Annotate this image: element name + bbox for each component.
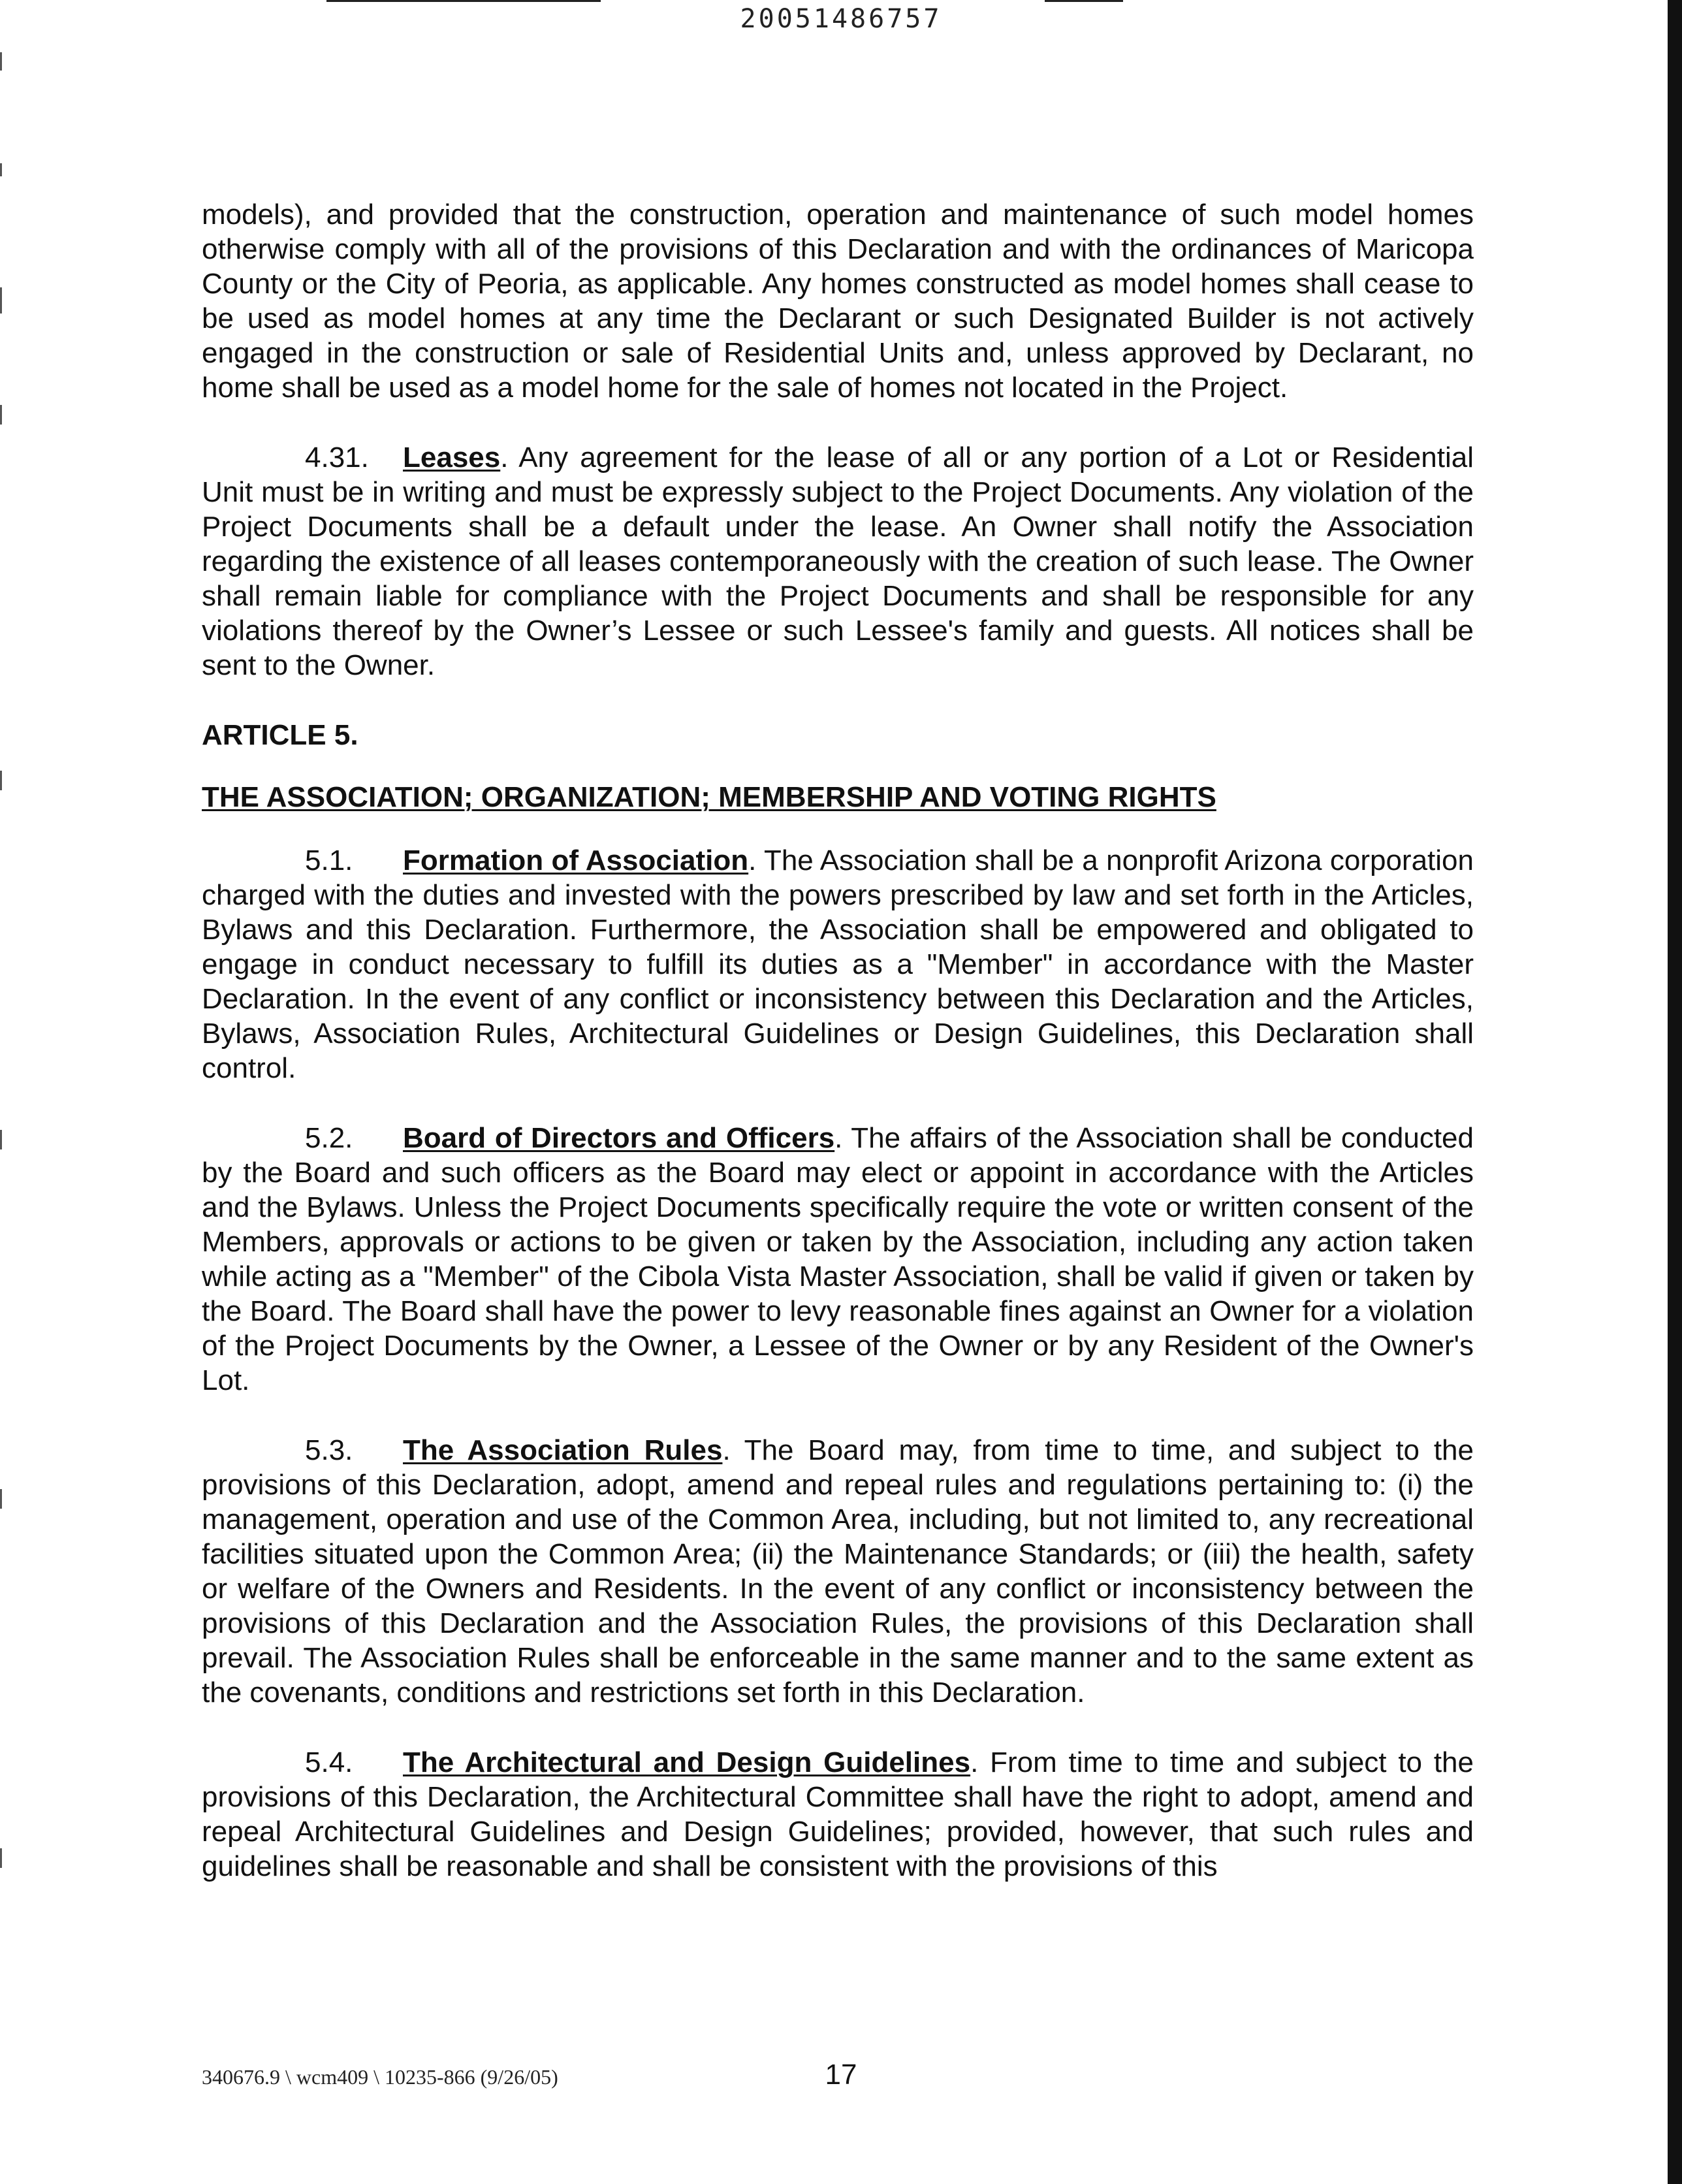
- continued-paragraph: models), and provided that the construction, operation and maintenance of such model homes otherwise comply with all of the provisions of this Declaration and with the ordinances of Maricopa County or the City of Peoria, as applicable. Any homes constructed as model homes shall cease to be used as model homes at any time the Declarant or such Designated Builder is not actively engaged in the construction or sale of Residential Units and, unless approved by Declarant, no home shall be used as a model home for the sale of homes not located in the Project.: [202, 199, 1474, 404]
- section-number: 4.31.: [305, 442, 369, 474]
- section-body: . From time to time and subject to the provisions of this Declaration, the Architectural Committee shall have the right to adopt, amend and repeal Architectural Guidelines and Design Guidelines; provided, however, that such rules and guidelines shall be reasonable and shall be consistent with the provisions of this: [202, 1746, 1474, 1882]
- section-heading: Board of Directors and Officers: [403, 1122, 835, 1154]
- margin-scan-mark: [0, 1848, 2, 1868]
- page-number: 17: [825, 2059, 857, 2091]
- document-body: [202, 197, 1474, 1884]
- margin-scan-mark: [0, 405, 2, 425]
- margin-scan-mark: [0, 287, 2, 313]
- footer-reference: 340676.9 \ wcm409 \ 10235-866 (9/26/05): [202, 2065, 558, 2089]
- scan-edge-bar: [1668, 0, 1682, 2184]
- top-scan-rule-right: [1045, 0, 1123, 2]
- margin-scan-mark: [0, 1489, 2, 1509]
- margin-scan-mark: [0, 52, 2, 71]
- section-5-2: [202, 1121, 1474, 1398]
- section-number: 5.1.: [305, 844, 353, 876]
- section-5-1: [202, 843, 1474, 1085]
- section-heading: Formation of Association: [403, 844, 749, 876]
- article-subtitle: THE ASSOCIATION; ORGANIZATION; MEMBERSHIP AND VOTING RIGHTS: [202, 781, 1216, 813]
- section-5-3: [202, 1433, 1474, 1710]
- section-4-31: [202, 440, 1474, 682]
- article-title: ARTICLE 5.: [202, 719, 358, 751]
- section-number: 5.2.: [305, 1122, 353, 1154]
- top-scan-rule-left: [326, 0, 601, 2]
- section-5-4: [202, 1745, 1474, 1884]
- section-body: . Any agreement for the lease of all or any portion of a Lot or Residential Unit must be in writing and must be expressly subject to the Project Documents. Any violation of the Project Documents shall be a default under the lease. An Owner shall notify the Association regarding the existence of all leases contemporaneously with the creation of such lease. The Owner shall remain liable for compliance with the Project Documents and shall be responsible for any violations thereof by the Owner’s Lessee or such Lessee's family and guests. All notices shall be sent to the Owner.: [202, 442, 1474, 681]
- document-number: 20051486757: [740, 4, 942, 34]
- section-heading: Leases: [403, 442, 501, 474]
- margin-scan-mark: [0, 771, 2, 790]
- section-number: 5.4.: [305, 1746, 353, 1778]
- margin-scan-mark: [0, 163, 2, 176]
- section-body: . The Board may, from time to time, and subject to the provisions of this Declaration, adopt, amend and repeal rules and regulations pertaining to: (i) the management, operation and use of the Common Area, including, but not limited to, any recreational facilities situated upon the Common Area; (ii) the Maintenance Standards; or (iii) the health, safety or welfare of the Owners and Residents. In the event of any conflict or inconsistency between the provisions of this Declaration and the Association Rules, the provisions of this Declaration shall prevail. The Association Rules shall be enforceable in the same manner and to the same extent as the covenants, conditions and restrictions set forth in this Declaration.: [202, 1434, 1474, 1709]
- section-heading: The Association Rules: [403, 1434, 723, 1466]
- margin-scan-mark: [0, 1130, 2, 1149]
- section-heading: The Architectural and Design Guidelines: [403, 1746, 971, 1778]
- section-body: . The Association shall be a nonprofit Arizona corporation charged with the duties and invested with the powers prescribed by law and set forth in the Articles, Bylaws and this Declaration. Furthermore, the Association shall be empowered and obligated to engage in conduct necessary to fulfill its duties as a "Member" in accordance with the Master Declaration. In the event of any conflict or inconsistency between this Declaration and the Articles, Bylaws, Association Rules, Architectural Guidelines or Design Guidelines, this Declaration shall control.: [202, 844, 1474, 1084]
- section-body: . The affairs of the Association shall be conducted by the Board and such officers as the Board may elect or appoint in accordance with the Articles and the Bylaws. Unless the Project Documents specifically require the vote or written consent of the Members, approvals or actions to be given or taken by the Association, including any action taken while acting as a "Member" of the Cibola Vista Master Association, shall be valid if given or taken by the Board. The Board shall have the power to levy reasonable fines against an Owner for a violation of the Project Documents by the Owner, a Lessee of the Owner or by any Resident of the Owner's Lot.: [202, 1122, 1474, 1396]
- section-number: 5.3.: [305, 1434, 353, 1466]
